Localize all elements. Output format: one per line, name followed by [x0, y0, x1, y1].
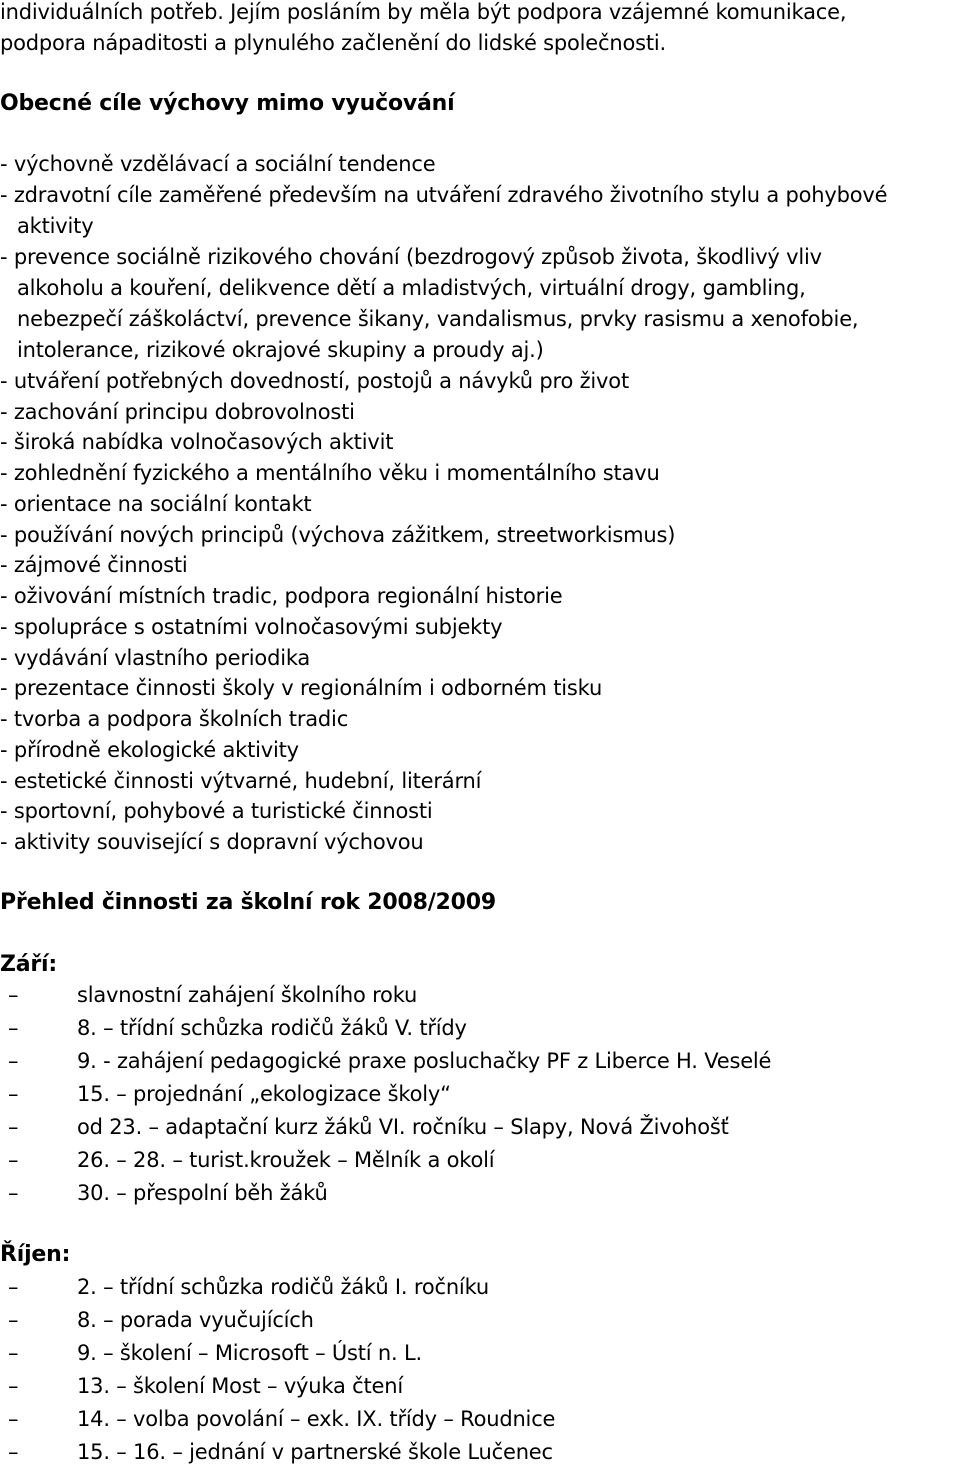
event-item — [0, 1046, 771, 1076]
event-text: 13. – školení Most – výuka čtení — [77, 1374, 403, 1398]
event-text: 8. – třídní schůzka rodičů žáků V. třídy — [77, 1016, 467, 1040]
dash-bullet: – — [8, 1082, 19, 1106]
goal-item: - spolupráce s ostatními volnočasovými subjekty — [0, 615, 503, 639]
event-item — [0, 1305, 314, 1335]
dash-bullet: – — [8, 1407, 19, 1431]
goals-heading: Obecné cíle výchovy mimo vyučování — [0, 91, 455, 116]
event-text: od 23. – adaptační kurz žáků VI. ročníku – Slapy, Nová Živohošť — [77, 1115, 729, 1139]
event-text: 8. – porada vyučujících — [77, 1308, 314, 1332]
event-text: 9. – školení – Microsoft – Ústí n. L. — [77, 1341, 422, 1365]
goal-item: - sportovní, pohybové a turistické činnosti — [0, 799, 433, 823]
event-text: slavnostní zahájení školního roku — [77, 983, 418, 1007]
goal-item: - prevence sociálně rizikového chování (bezdrogový způsob života, škodlivý vliv — [0, 245, 822, 269]
event-text: 26. – 28. – turist.kroužek – Mělník a okolí — [77, 1148, 495, 1172]
goal-item: - utváření potřebných dovedností, postojů a návyků pro život — [0, 369, 629, 393]
goal-item: - zachování principu dobrovolnosti — [0, 400, 355, 424]
goal-item: - oživování místních tradic, podpora regionální historie — [0, 584, 563, 608]
dash-bullet: – — [8, 1341, 19, 1365]
goal-item: - výchovně vzdělávací a sociální tendence — [0, 152, 436, 176]
goal-item: aktivity — [17, 214, 94, 238]
event-item — [0, 980, 417, 1010]
overview-heading: Přehled činnosti za školní rok 2008/2009 — [0, 890, 496, 915]
goal-item: - prezentace činnosti školy v regionálním i odborném tisku — [0, 676, 603, 700]
goal-item: intolerance, rizikové okrajové skupiny a proudy aj.) — [17, 338, 544, 362]
goal-item: alkoholu a kouření, delikvence dětí a mladistvých, virtuální drogy, gambling, — [17, 276, 806, 300]
month-heading-october: Říjen: — [0, 1242, 71, 1267]
event-text: 9. - zahájení pedagogické praxe posluchačky PF z Liberce H. Veselé — [77, 1049, 772, 1073]
dash-bullet: – — [8, 1016, 19, 1040]
event-text: 15. – 16. – jednání v partnerské škole Lučenec — [77, 1440, 553, 1464]
event-text: 15. – projednání „ekologizace školy“ — [77, 1082, 451, 1106]
event-text: 2. – třídní schůzka rodičů žáků I. ročníku — [77, 1275, 489, 1299]
event-item — [0, 1013, 467, 1043]
event-item — [0, 1371, 403, 1401]
goal-item: nebezpečí záškoláctví, prevence šikany, vandalismus, prvky rasismu a xenofobie, — [17, 307, 859, 331]
goal-item: - zdravotní cíle zaměřené především na utváření zdravého životního stylu a pohybové — [0, 183, 888, 207]
intro-line: podpora nápaditosti a plynulého začlenění do lidské společnosti. — [0, 31, 667, 55]
goal-item: - aktivity související s dopravní výchovou — [0, 830, 424, 854]
dash-bullet: – — [8, 1115, 19, 1139]
dash-bullet: – — [8, 1181, 19, 1205]
goal-item: - zohlednění fyzického a mentálního věku i momentálního stavu — [0, 461, 660, 485]
dash-bullet: – — [8, 1440, 19, 1464]
goal-item: - zájmové činnosti — [0, 553, 188, 577]
dash-bullet: – — [8, 983, 19, 1007]
dash-bullet: – — [8, 1148, 19, 1172]
goal-item: - přírodně ekologické aktivity — [0, 738, 299, 762]
dash-bullet: – — [8, 1049, 19, 1073]
event-item — [0, 1404, 555, 1434]
goal-item: - vydávání vlastního periodika — [0, 646, 311, 670]
dash-bullet: – — [8, 1374, 19, 1398]
dash-bullet: – — [8, 1308, 19, 1332]
event-item — [0, 1145, 494, 1175]
goal-item: - široká nabídka volnočasových aktivit — [0, 430, 394, 454]
event-item — [0, 1079, 451, 1109]
event-item — [0, 1178, 328, 1208]
goal-item: - estetické činnosti výtvarné, hudební, literární — [0, 769, 482, 793]
dash-bullet: – — [8, 1275, 19, 1299]
event-item — [0, 1338, 422, 1368]
event-item — [0, 1272, 489, 1302]
event-item — [0, 1437, 553, 1467]
goal-item: - tvorba a podpora školních tradic — [0, 707, 349, 731]
event-text: 30. – přespolní běh žáků — [77, 1181, 328, 1205]
goal-item: - používání nových principů (výchova zážitkem, streetworkismus) — [0, 523, 676, 547]
intro-line: individuálních potřeb. Jejím posláním by měla být podpora vzájemné komunikace, — [0, 0, 847, 24]
event-item — [0, 1112, 729, 1142]
goal-item: - orientace na sociální kontakt — [0, 492, 312, 516]
event-text: 14. – volba povolání – exk. IX. třídy – Roudnice — [77, 1407, 556, 1431]
month-heading-september: Září: — [0, 952, 57, 977]
